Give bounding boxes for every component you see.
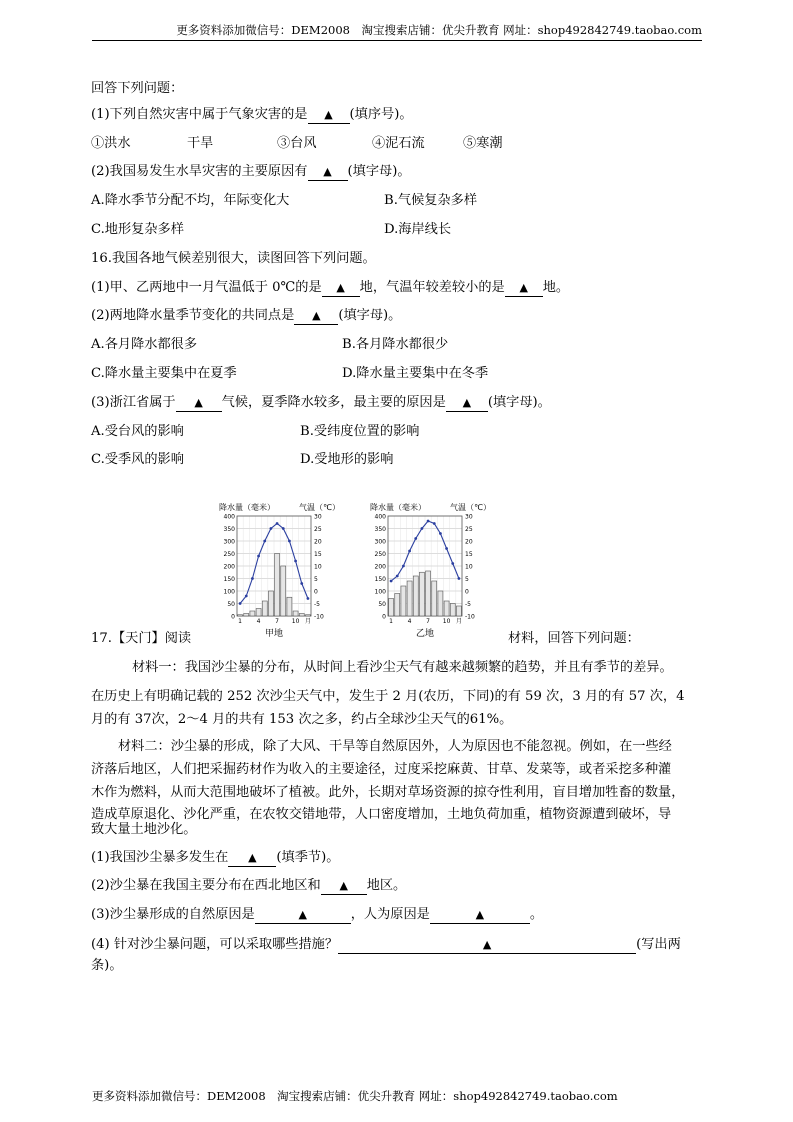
q16-part1: (1)甲、乙两地中一月气温低于 0℃的是 ▲ 地，气温年较差较小的是 ▲ 地。 [91, 280, 570, 295]
page-header: 更多资料添加微信号：DEM2008 淘宝搜索店铺：优尖升教育 网址：shop492842749.taobao.com [92, 22, 702, 41]
left-tick-label: 250 [223, 551, 235, 558]
temperature-point [421, 527, 424, 530]
q17-stem-start: 17.【天门】阅读 [91, 631, 192, 646]
answer-blank[interactable]: ▲ [322, 281, 360, 297]
left-tick-label: 100 [223, 588, 235, 596]
q16-p3-option-d: D.受地形的影响 [300, 452, 394, 467]
right-tick-label: 30 [465, 513, 473, 521]
right-tick-label: 20 [314, 538, 322, 546]
temperature-point [245, 595, 248, 598]
precipitation-bar [305, 615, 310, 616]
precipitation-bar [293, 611, 298, 616]
left-tick-label: 200 [223, 563, 235, 571]
answer-blank[interactable]: ▲ [308, 165, 348, 181]
precipitation-bar [299, 614, 304, 617]
temperature-point [257, 555, 260, 558]
temperature-point [451, 562, 454, 565]
q15-option-b: B.气候复杂多样 [384, 193, 478, 208]
left-tick-label: 350 [374, 526, 386, 533]
temperature-point [402, 565, 405, 568]
answer-blank[interactable]: ▲ [505, 281, 543, 297]
left-tick-label: 250 [374, 551, 386, 558]
option-5: ⑤寒潮 [463, 136, 503, 151]
material-1-line: 材料一：我国沙尘暴的分布，从时间上看沙尘天气有越来越频繁的趋势，并且有季节的差异。 [132, 660, 673, 675]
q17-part4: (4) 针对沙尘暴问题，可以采取哪些措施？ ▲ (写出两 [91, 937, 681, 952]
precipitation-bar [256, 609, 261, 617]
answer-blank[interactable]: ▲ [228, 851, 276, 867]
climate-chart-yi [366, 500, 491, 644]
temperature-point [263, 540, 266, 543]
left-tick-label: 400 [223, 513, 235, 521]
precipitation-bar [238, 615, 243, 616]
q15-intro: 回答下列问题： [91, 81, 184, 96]
material-2-line: 材料二：沙尘暴的形成，除了大风、干旱等自然原因外，人为原因也不能忽视。例如，在一些经 [118, 739, 672, 754]
right-tick-label: -5 [465, 601, 471, 608]
q16-part3: (3)浙江省属于 ▲ 气候，夏季降水较多，最主要的原因是 ▲ (填字母)。 [91, 395, 551, 410]
material-2-line: 造成草原退化、沙化严重，在农牧交错地带，人口密度增加，土地负荷加重，植物资源遭到破坏，导 [91, 807, 672, 822]
precipitation-bar [395, 594, 400, 617]
q16-p2-option-c: C.降水量主要集中在夏季 [91, 366, 237, 381]
left-tick-label: 350 [223, 526, 235, 533]
precipitation-bar [432, 581, 437, 616]
temperature-point [433, 522, 436, 525]
x-tick-label: 7 [426, 618, 430, 625]
precipitation-bar [268, 591, 273, 616]
precipitation-bar [413, 576, 418, 616]
temperature-point [408, 550, 411, 553]
precipitation-bar [438, 591, 443, 616]
temperature-point [414, 537, 417, 540]
precipitation-bar [450, 604, 455, 617]
q16-stem: 16.我国各地气候差别很大，读图回答下列问题。 [91, 251, 376, 266]
option-1: ①洪水 [91, 136, 131, 151]
temperature-point [445, 547, 448, 550]
left-tick-label: 150 [374, 576, 386, 583]
q16-p2-option-a: A.各月降水都很多 [91, 337, 198, 352]
q15-part1: (1)下列自然灾害中属于气象灾害的是 ▲ (填序号)。 [91, 107, 413, 122]
right-tick-label: -5 [314, 601, 320, 608]
right-tick-label: -10 [314, 613, 324, 621]
left-tick-label: 150 [223, 576, 235, 583]
climate-chart-svg [366, 500, 491, 640]
x-tick-label: 4 [256, 618, 261, 625]
right-tick-label: -10 [465, 613, 475, 621]
temperature-point [251, 577, 254, 580]
x-tick-label: 4 [407, 618, 412, 625]
x-tick-label: 月 [455, 618, 463, 625]
precipitation-bar [419, 572, 424, 616]
chart-title: 乙地 [415, 629, 435, 639]
right-axis-label: 气温（℃） [299, 503, 340, 512]
precipitation-bar [281, 566, 286, 616]
right-tick-label: 15 [465, 551, 473, 558]
x-tick-label: 1 [389, 618, 393, 625]
precipitation-bar [444, 601, 449, 616]
temperature-point [390, 580, 393, 583]
q15-option-c: C.地形复杂多样 [91, 222, 184, 237]
q16-p2-option-b: B.各月降水都很少 [342, 337, 449, 352]
climate-chart-jia [215, 500, 340, 644]
right-tick-label: 25 [314, 526, 322, 533]
precipitation-bar [407, 581, 412, 616]
x-tick-label: 1 [238, 618, 242, 625]
answer-blank[interactable]: ▲ [446, 396, 488, 412]
temperature-point [439, 532, 442, 535]
right-tick-label: 20 [465, 538, 473, 546]
answer-blank[interactable]: ▲ [294, 309, 338, 325]
x-tick-label: 7 [275, 618, 279, 625]
option-4: ④泥石流 [372, 136, 425, 151]
precipitation-bar [244, 614, 249, 617]
temperature-point [396, 575, 399, 578]
answer-blank[interactable]: ▲ [308, 108, 350, 124]
temperature-point [288, 540, 291, 543]
right-tick-label: 0 [465, 588, 469, 596]
precipitation-bar [275, 554, 280, 617]
temperature-point [307, 597, 310, 600]
left-tick-label: 50 [378, 601, 386, 608]
answer-blank[interactable]: ▲ [255, 908, 351, 924]
right-tick-label: 5 [465, 576, 469, 583]
q16-p2-option-d: D.降水量主要集中在冬季 [342, 366, 489, 381]
q15-option-a: A.降水季节分配不均，年际变化大 [91, 193, 290, 208]
material-1-line: 在历史上有明确记载的 252 次沙尘天气中，发生于 2 月(农历，下同)的有 59 次，3 月的有 57 次，4 [91, 689, 685, 704]
material-2-line: 木作为燃料，从而大范围地破坏了植被。此外，长期对草场资源的掠夺性利用，盲目增加牲畜的数量， [91, 785, 685, 800]
q16-p3-option-b: B.受纬度位置的影响 [300, 424, 420, 439]
q17-part2: (2)沙尘暴在我国主要分布在西北地区和 ▲ 地区。 [91, 878, 407, 893]
right-tick-label: 15 [314, 551, 322, 558]
answer-blank[interactable]: ▲ [338, 938, 636, 954]
material-2-line: 致大量土地沙化。 [91, 822, 197, 837]
precipitation-bar [389, 599, 394, 617]
option-2: 干旱 [187, 136, 214, 151]
right-tick-label: 30 [314, 513, 322, 521]
q17-part1: (1)我国沙尘暴多发生在 ▲ (填季节)。 [91, 850, 340, 865]
x-tick-label: 10 [291, 618, 300, 625]
temperature-point [282, 527, 285, 530]
right-tick-label: 25 [465, 526, 473, 533]
temperature-point [276, 522, 279, 525]
climate-chart-svg [215, 500, 340, 640]
q16-p3-option-c: C.受季风的影响 [91, 452, 184, 467]
left-tick-label: 50 [227, 601, 235, 608]
right-tick-label: 10 [314, 563, 322, 571]
chart-title: 甲地 [264, 629, 284, 639]
right-tick-label: 10 [465, 563, 473, 571]
q15-part2: (2)我国易发生水旱灾害的主要原因有 ▲ (填字母)。 [91, 164, 411, 179]
q17-part3: (3)沙尘暴形成的自然原因是 ▲ ，人为原因是 ▲ 。 [91, 907, 544, 922]
left-tick-label: 0 [231, 613, 235, 621]
left-axis-label: 降水量（毫米） [370, 503, 426, 512]
x-tick-label: 月 [304, 618, 312, 625]
left-axis-label: 降水量（毫米） [219, 503, 275, 512]
left-tick-label: 300 [374, 538, 386, 546]
precipitation-bar [262, 601, 267, 616]
material-1-line: 月的有 37次，2～4 月的共有 153 次之多，约占全球沙尘天气的61%。 [91, 712, 513, 727]
temperature-point [427, 520, 430, 523]
left-tick-label: 0 [382, 613, 386, 621]
left-tick-label: 400 [374, 513, 386, 521]
temperature-point [300, 582, 303, 585]
temperature-point [458, 577, 461, 580]
answer-blank[interactable]: ▲ [321, 879, 367, 895]
q16-part2: (2)两地降水量季节变化的共同点是 ▲ (填字母)。 [91, 308, 402, 323]
precipitation-bar [456, 606, 461, 616]
left-tick-label: 300 [223, 538, 235, 546]
q16-p3-option-a: A.受台风的影响 [91, 424, 184, 439]
q17-part4-cont: 条)。 [91, 958, 123, 973]
q15-option-d: D.海岸线长 [384, 222, 452, 237]
left-tick-label: 100 [374, 588, 386, 596]
answer-blank[interactable]: ▲ [176, 396, 222, 412]
left-tick-label: 200 [374, 563, 386, 571]
material-2-line: 济落后地区，人们把采掘药材作为收入的主要途径，过度采挖麻黄、甘草、发菜等，或者采挖多种灌 [91, 762, 672, 777]
temperature-point [294, 560, 297, 563]
temperature-point [239, 602, 242, 605]
x-tick-label: 10 [442, 618, 451, 625]
option-3: ③台风 [277, 136, 317, 151]
precipitation-bar [426, 571, 431, 616]
right-axis-label: 气温（℃） [450, 503, 491, 512]
answer-blank[interactable]: ▲ [430, 908, 530, 924]
page-footer: 更多资料添加微信号：DEM2008 淘宝搜索店铺：优尖升教育 网址：shop492842749.taobao.com [92, 1089, 618, 1103]
precipitation-bar [250, 611, 255, 616]
precipitation-bar [287, 597, 292, 616]
precipitation-bar [401, 586, 406, 616]
temperature-point [270, 527, 273, 530]
right-tick-label: 5 [314, 576, 318, 583]
right-tick-label: 0 [314, 588, 318, 596]
q17-stem-end: 材料，回答下列问题： [508, 631, 640, 646]
